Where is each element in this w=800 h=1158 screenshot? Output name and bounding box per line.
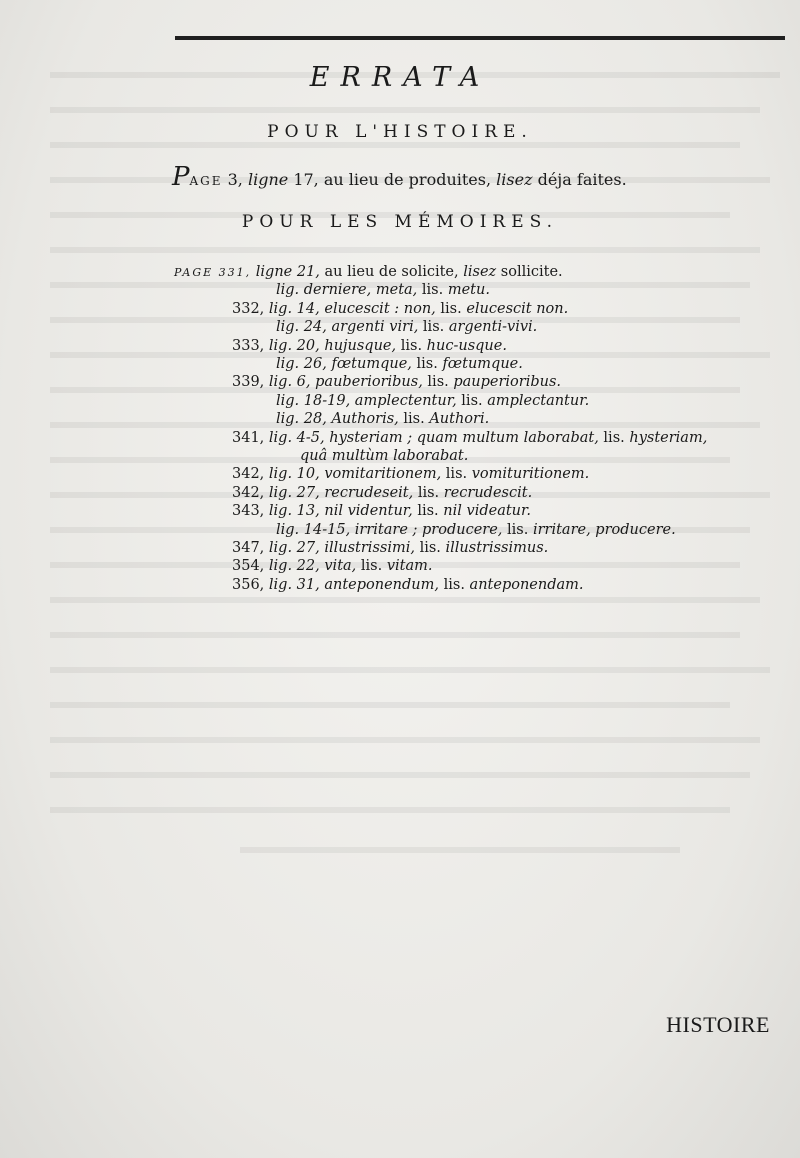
erroneous-text: au lieu de produites,: [323, 170, 492, 189]
errata-row: [276, 521, 676, 539]
erroneous-text: au lieu de solicite,: [324, 264, 459, 280]
correction-text: anteponendam.: [469, 576, 584, 593]
section-heading-histoire: POUR L'HISTOIRE.: [267, 122, 533, 142]
erroneous-text: meta,: [375, 282, 418, 299]
erroneous-text: anteponendum,: [324, 576, 439, 593]
line-reference: lig. 27,: [268, 540, 320, 556]
page-number: 342,: [232, 484, 265, 501]
line-reference: ligne 21,: [255, 264, 320, 280]
errata-row: [276, 281, 490, 299]
line-reference: lig. derniere,: [276, 282, 372, 299]
lisez-label: lis.: [603, 429, 625, 446]
erroneous-text: recrudeseit,: [324, 484, 414, 501]
errata-row: [232, 300, 568, 318]
errata-row: [232, 502, 531, 520]
erroneous-text: irritare ; producere,: [354, 521, 503, 538]
erroneous-text: elucescit : non,: [324, 300, 436, 317]
lisez-label: lis.: [419, 540, 441, 556]
line-reference: lig. 24,: [276, 319, 327, 336]
correction-text: irritare, producere.: [532, 521, 676, 538]
erroneous-text: nil videntur,: [324, 503, 413, 520]
erroneous-text: argenti viri,: [331, 319, 419, 336]
correction-text: pauperioribus.: [453, 374, 562, 391]
errata-row: [276, 392, 589, 410]
lisez-label: lis.: [417, 484, 440, 501]
page-number: 343,: [232, 503, 265, 520]
erroneous-text: vita,: [324, 558, 357, 575]
line-reference: lig. 14,: [268, 300, 320, 317]
errata-row: [276, 355, 523, 373]
errata-row: [232, 465, 589, 483]
lisez-label: lis.: [421, 282, 444, 299]
ligne-label: ligne: [247, 170, 289, 189]
errata-row: [232, 373, 561, 391]
line-reference: lig. 6,: [268, 374, 311, 391]
errata-row: [276, 410, 489, 428]
errata-row: [300, 447, 468, 465]
erroneous-text: vomitaritionem,: [324, 466, 442, 483]
correction-text: nil videatur.: [443, 503, 531, 520]
line-number: 17,: [293, 170, 319, 189]
erroneous-text: amplectentur,: [354, 392, 457, 409]
errata-row: [232, 429, 707, 447]
errata-row: [174, 263, 563, 282]
section-heading-memoires: POUR LES MÉMOIRES.: [241, 212, 559, 232]
lisez-label: lis.: [445, 466, 468, 483]
lisez-label: lis.: [507, 521, 529, 538]
line-reference: lig. 31,: [268, 576, 320, 593]
line-reference: lig. 22,: [268, 558, 320, 575]
correction-text: sollicite.: [500, 264, 563, 280]
lisez-label: lis.: [416, 356, 438, 372]
correction-text: metu.: [447, 282, 490, 299]
erroneous-text: hysteriam ; quam multum laborabat,: [329, 429, 599, 446]
errata-row: [232, 484, 532, 502]
errata-row: [232, 576, 584, 594]
correction-text: elucescit non.: [466, 300, 569, 317]
page-number: 354,: [232, 558, 265, 575]
correction-text: déja faites.: [537, 170, 627, 189]
correction-text: huc-usque.: [426, 337, 507, 354]
erroneous-text: Authoris,: [331, 411, 399, 428]
page-title: ERRATA: [309, 62, 491, 93]
page-number: 333,: [232, 337, 265, 354]
errata-row: [232, 337, 507, 355]
page-word-rest: AGE: [189, 174, 223, 188]
page-number: 332,: [232, 300, 265, 317]
line-reference: lig. 27,: [268, 484, 320, 501]
line-reference: lig. 10,: [268, 466, 320, 483]
correction-text: fœtumque.: [442, 356, 523, 372]
lisez-label: lis.: [400, 337, 423, 354]
erroneous-text: quâ multùm laborabat.: [300, 448, 469, 464]
line-reference: lig. 28,: [276, 411, 327, 428]
erroneous-text: illustrissimi,: [324, 540, 415, 556]
catchword: HISTOIRE: [666, 1012, 770, 1037]
page-number: 356,: [232, 576, 265, 593]
header-rule: [175, 36, 785, 40]
line-reference: lig. 14-15,: [276, 521, 351, 538]
lisez-label: lis.: [422, 319, 445, 336]
lisez-label: lis.: [417, 503, 439, 520]
errata-row: [232, 539, 548, 557]
correction-text: hysteriam,: [629, 429, 708, 446]
page-number: 339,: [232, 374, 265, 391]
histoire-errata-entry: [172, 162, 627, 192]
lisez-label: lis.: [440, 300, 462, 317]
errata-row: [276, 318, 537, 336]
correction-text: vomituritionem.: [471, 466, 590, 483]
correction-text: argenti-vivi.: [448, 319, 538, 336]
correction-text: recrudescit.: [443, 484, 533, 501]
lisez-label: lisez: [463, 264, 497, 280]
erroneous-text: hujusque,: [324, 337, 397, 354]
correction-text: vitam.: [386, 558, 433, 575]
line-reference: lig. 26,: [276, 356, 327, 372]
lisez-label: lisez: [496, 170, 533, 189]
line-reference: lig. 20,: [268, 337, 320, 354]
correction-text: amplectantur.: [487, 392, 590, 409]
line-reference: lig. 13,: [268, 503, 320, 520]
line-reference: lig. 18-19,: [276, 392, 351, 409]
lisez-label: lis.: [360, 558, 383, 575]
correction-text: Authori.: [429, 411, 490, 428]
errata-row: [232, 557, 433, 575]
page-initial: P: [172, 162, 190, 192]
page-number: 341,: [232, 429, 265, 446]
line-reference: lig. 4-5,: [268, 429, 325, 446]
page-number: 3,: [227, 170, 243, 189]
lisez-label: lis.: [403, 411, 425, 428]
erroneous-text: fœtumque,: [331, 356, 412, 372]
page-number: 347,: [232, 540, 265, 556]
page-number: 342,: [232, 466, 265, 483]
lisez-label: lis.: [461, 392, 483, 409]
erroneous-text: pauberioribus,: [315, 374, 423, 391]
correction-text: illustrissimus.: [445, 540, 549, 556]
lisez-label: lis.: [427, 374, 449, 391]
lisez-label: lis.: [443, 576, 465, 593]
page-number: PAGE 331,: [174, 266, 252, 279]
